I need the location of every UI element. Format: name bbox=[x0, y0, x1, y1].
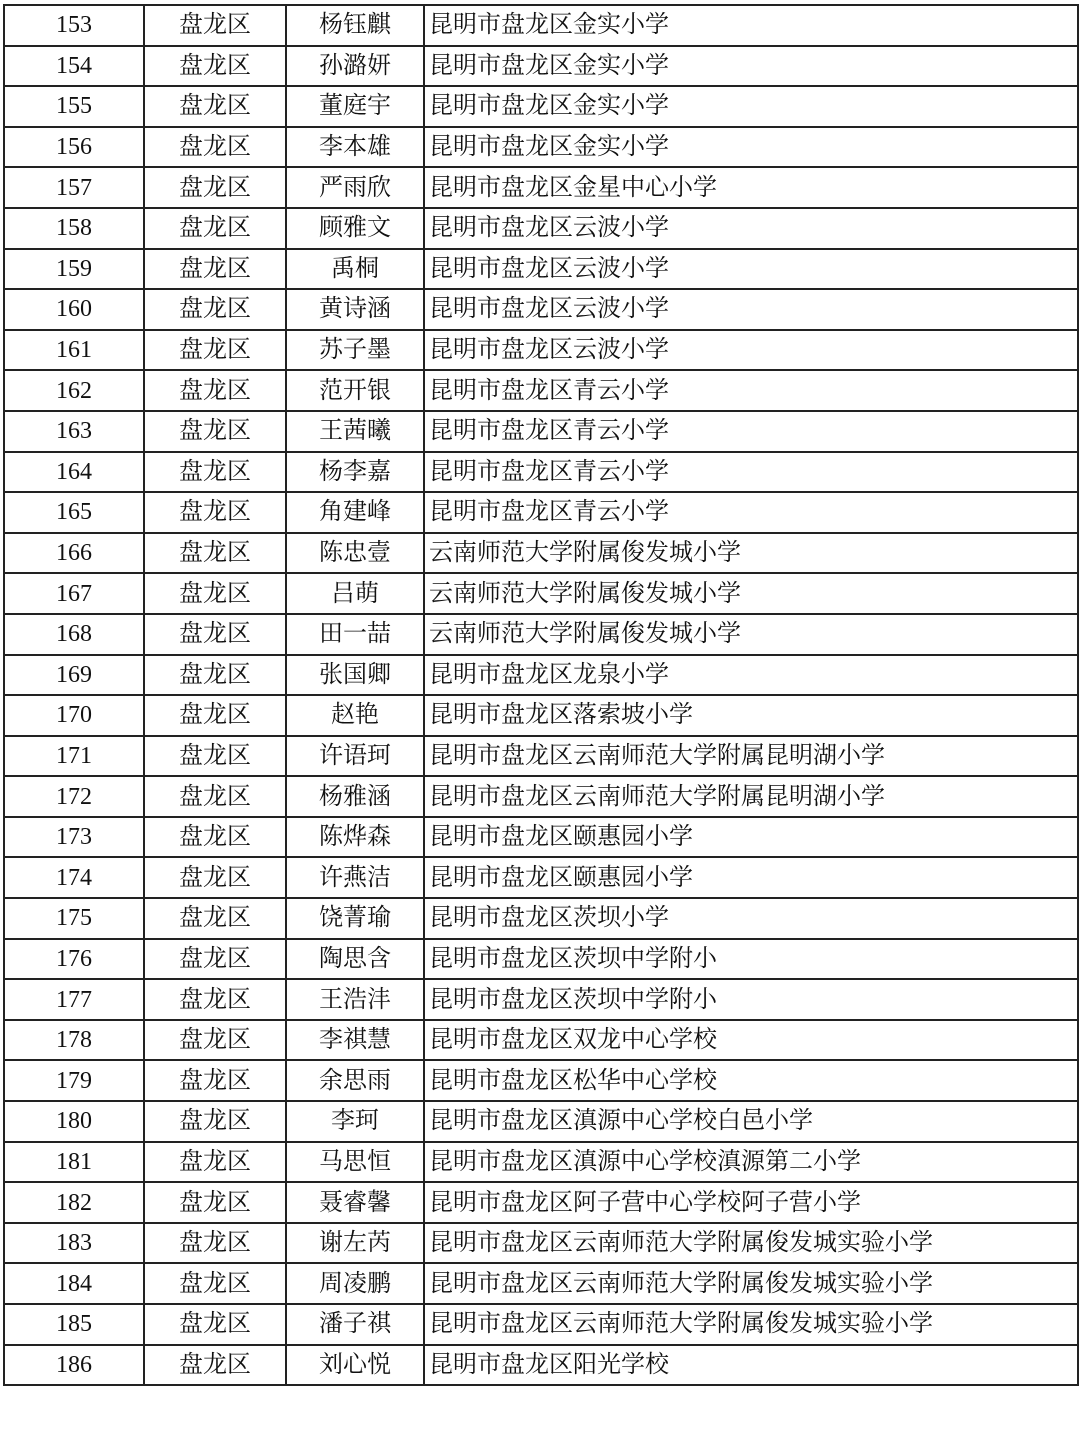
name-cell: 陈烨森 bbox=[286, 817, 424, 858]
district-cell: 盘龙区 bbox=[144, 1263, 286, 1304]
district-cell: 盘龙区 bbox=[144, 46, 286, 87]
school-cell: 昆明市盘龙区青云小学 bbox=[424, 452, 1078, 493]
table-row bbox=[4, 208, 1078, 249]
row-number: 180 bbox=[4, 1101, 144, 1142]
name-cell: 孙潞妍 bbox=[286, 46, 424, 87]
district-cell: 盘龙区 bbox=[144, 452, 286, 493]
school-cell: 昆明市盘龙区金实小学 bbox=[424, 86, 1078, 127]
table-row bbox=[4, 5, 1078, 46]
table-row bbox=[4, 655, 1078, 696]
row-number: 179 bbox=[4, 1060, 144, 1101]
table-row bbox=[4, 86, 1078, 127]
table-row bbox=[4, 736, 1078, 777]
row-number: 163 bbox=[4, 411, 144, 452]
school-cell: 昆明市盘龙区云南师范大学附属昆明湖小学 bbox=[424, 776, 1078, 817]
district-cell: 盘龙区 bbox=[144, 736, 286, 777]
name-cell: 王茜曦 bbox=[286, 411, 424, 452]
school-cell: 昆明市盘龙区青云小学 bbox=[424, 492, 1078, 533]
name-cell: 刘心悦 bbox=[286, 1345, 424, 1386]
table-row bbox=[4, 1060, 1078, 1101]
school-cell: 昆明市盘龙区云波小学 bbox=[424, 330, 1078, 371]
school-cell: 昆明市盘龙区云南师范大学附属俊发城实验小学 bbox=[424, 1263, 1078, 1304]
district-cell: 盘龙区 bbox=[144, 1142, 286, 1183]
row-number: 162 bbox=[4, 370, 144, 411]
table-row bbox=[4, 1020, 1078, 1061]
row-number: 170 bbox=[4, 695, 144, 736]
name-cell: 潘子祺 bbox=[286, 1304, 424, 1345]
school-cell: 昆明市盘龙区颐惠园小学 bbox=[424, 857, 1078, 898]
district-cell: 盘龙区 bbox=[144, 5, 286, 46]
school-cell: 昆明市盘龙区阿子营中心学校阿子营小学 bbox=[424, 1182, 1078, 1223]
name-cell: 严雨欣 bbox=[286, 167, 424, 208]
row-number: 154 bbox=[4, 46, 144, 87]
table-row bbox=[4, 695, 1078, 736]
table-row bbox=[4, 1345, 1078, 1386]
school-cell: 云南师范大学附属俊发城小学 bbox=[424, 573, 1078, 614]
school-cell: 昆明市盘龙区茨坝小学 bbox=[424, 898, 1078, 939]
table-row bbox=[4, 330, 1078, 371]
row-number: 173 bbox=[4, 817, 144, 858]
table-row bbox=[4, 127, 1078, 168]
table-row bbox=[4, 1142, 1078, 1183]
name-cell: 杨李嘉 bbox=[286, 452, 424, 493]
name-cell: 顾雅文 bbox=[286, 208, 424, 249]
school-cell: 昆明市盘龙区滇源中心学校白邑小学 bbox=[424, 1101, 1078, 1142]
table-body bbox=[4, 5, 1078, 1385]
table-row bbox=[4, 411, 1078, 452]
row-number: 164 bbox=[4, 452, 144, 493]
district-cell: 盘龙区 bbox=[144, 857, 286, 898]
district-cell: 盘龙区 bbox=[144, 167, 286, 208]
district-cell: 盘龙区 bbox=[144, 127, 286, 168]
table-row bbox=[4, 1223, 1078, 1264]
name-cell: 赵艳 bbox=[286, 695, 424, 736]
school-cell: 昆明市盘龙区云南师范大学附属俊发城实验小学 bbox=[424, 1304, 1078, 1345]
row-number: 182 bbox=[4, 1182, 144, 1223]
school-cell: 昆明市盘龙区金实小学 bbox=[424, 5, 1078, 46]
district-cell: 盘龙区 bbox=[144, 573, 286, 614]
row-number: 165 bbox=[4, 492, 144, 533]
school-cell: 昆明市盘龙区金实小学 bbox=[424, 46, 1078, 87]
table-row bbox=[4, 492, 1078, 533]
table-row bbox=[4, 1263, 1078, 1304]
school-cell: 昆明市盘龙区颐惠园小学 bbox=[424, 817, 1078, 858]
row-number: 158 bbox=[4, 208, 144, 249]
name-cell: 李珂 bbox=[286, 1101, 424, 1142]
table-row bbox=[4, 167, 1078, 208]
row-number: 169 bbox=[4, 655, 144, 696]
table-row bbox=[4, 452, 1078, 493]
district-cell: 盘龙区 bbox=[144, 1020, 286, 1061]
district-cell: 盘龙区 bbox=[144, 370, 286, 411]
district-cell: 盘龙区 bbox=[144, 695, 286, 736]
row-number: 167 bbox=[4, 573, 144, 614]
district-cell: 盘龙区 bbox=[144, 1182, 286, 1223]
table-row bbox=[4, 370, 1078, 411]
school-cell: 昆明市盘龙区云波小学 bbox=[424, 249, 1078, 290]
table-row bbox=[4, 776, 1078, 817]
district-cell: 盘龙区 bbox=[144, 492, 286, 533]
row-number: 186 bbox=[4, 1345, 144, 1386]
name-cell: 李本雄 bbox=[286, 127, 424, 168]
row-number: 166 bbox=[4, 533, 144, 574]
row-number: 181 bbox=[4, 1142, 144, 1183]
table-row bbox=[4, 46, 1078, 87]
name-cell: 苏子墨 bbox=[286, 330, 424, 371]
name-cell: 周凌鹏 bbox=[286, 1263, 424, 1304]
name-cell: 陈忠壹 bbox=[286, 533, 424, 574]
name-cell: 陶思含 bbox=[286, 939, 424, 980]
school-cell: 昆明市盘龙区落索坡小学 bbox=[424, 695, 1078, 736]
name-cell: 余思雨 bbox=[286, 1060, 424, 1101]
name-cell: 董庭宇 bbox=[286, 86, 424, 127]
name-cell: 杨钰麒 bbox=[286, 5, 424, 46]
school-cell: 昆明市盘龙区双龙中心学校 bbox=[424, 1020, 1078, 1061]
name-cell: 谢左芮 bbox=[286, 1223, 424, 1264]
table-row bbox=[4, 249, 1078, 290]
name-cell: 许燕洁 bbox=[286, 857, 424, 898]
name-cell: 李祺慧 bbox=[286, 1020, 424, 1061]
school-cell: 昆明市盘龙区松华中心学校 bbox=[424, 1060, 1078, 1101]
district-cell: 盘龙区 bbox=[144, 1060, 286, 1101]
school-cell: 昆明市盘龙区阳光学校 bbox=[424, 1345, 1078, 1386]
name-cell: 吕萌 bbox=[286, 573, 424, 614]
school-cell: 云南师范大学附属俊发城小学 bbox=[424, 533, 1078, 574]
name-cell: 黄诗涵 bbox=[286, 289, 424, 330]
row-number: 176 bbox=[4, 939, 144, 980]
district-cell: 盘龙区 bbox=[144, 1101, 286, 1142]
row-number: 156 bbox=[4, 127, 144, 168]
school-cell: 昆明市盘龙区茨坝中学附小 bbox=[424, 939, 1078, 980]
school-cell: 昆明市盘龙区云南师范大学附属昆明湖小学 bbox=[424, 736, 1078, 777]
table-row bbox=[4, 857, 1078, 898]
row-number: 160 bbox=[4, 289, 144, 330]
row-number: 161 bbox=[4, 330, 144, 371]
row-number: 168 bbox=[4, 614, 144, 655]
district-cell: 盘龙区 bbox=[144, 655, 286, 696]
name-cell: 饶菁瑜 bbox=[286, 898, 424, 939]
school-cell: 昆明市盘龙区青云小学 bbox=[424, 411, 1078, 452]
row-number: 185 bbox=[4, 1304, 144, 1345]
district-cell: 盘龙区 bbox=[144, 817, 286, 858]
district-cell: 盘龙区 bbox=[144, 1304, 286, 1345]
name-cell: 王浩沣 bbox=[286, 979, 424, 1020]
district-cell: 盘龙区 bbox=[144, 1345, 286, 1386]
row-number: 153 bbox=[4, 5, 144, 46]
table-row bbox=[4, 533, 1078, 574]
district-cell: 盘龙区 bbox=[144, 979, 286, 1020]
district-cell: 盘龙区 bbox=[144, 776, 286, 817]
name-cell: 禹桐 bbox=[286, 249, 424, 290]
district-cell: 盘龙区 bbox=[144, 249, 286, 290]
row-number: 155 bbox=[4, 86, 144, 127]
name-cell: 角建峰 bbox=[286, 492, 424, 533]
row-number: 171 bbox=[4, 736, 144, 777]
student-list-table bbox=[3, 4, 1079, 1386]
name-cell: 杨雅涵 bbox=[286, 776, 424, 817]
row-number: 174 bbox=[4, 857, 144, 898]
row-number: 159 bbox=[4, 249, 144, 290]
name-cell: 许语珂 bbox=[286, 736, 424, 777]
table-row bbox=[4, 289, 1078, 330]
table-row bbox=[4, 979, 1078, 1020]
school-cell: 昆明市盘龙区龙泉小学 bbox=[424, 655, 1078, 696]
row-number: 172 bbox=[4, 776, 144, 817]
row-number: 184 bbox=[4, 1263, 144, 1304]
table-row bbox=[4, 614, 1078, 655]
district-cell: 盘龙区 bbox=[144, 86, 286, 127]
district-cell: 盘龙区 bbox=[144, 289, 286, 330]
row-number: 157 bbox=[4, 167, 144, 208]
table-row bbox=[4, 939, 1078, 980]
row-number: 178 bbox=[4, 1020, 144, 1061]
school-cell: 昆明市盘龙区金星中心小学 bbox=[424, 167, 1078, 208]
school-cell: 昆明市盘龙区金实小学 bbox=[424, 127, 1078, 168]
table-row bbox=[4, 573, 1078, 614]
district-cell: 盘龙区 bbox=[144, 330, 286, 371]
row-number: 183 bbox=[4, 1223, 144, 1264]
table-row bbox=[4, 817, 1078, 858]
district-cell: 盘龙区 bbox=[144, 614, 286, 655]
name-cell: 田一喆 bbox=[286, 614, 424, 655]
district-cell: 盘龙区 bbox=[144, 411, 286, 452]
name-cell: 聂睿馨 bbox=[286, 1182, 424, 1223]
table-row bbox=[4, 1182, 1078, 1223]
row-number: 177 bbox=[4, 979, 144, 1020]
district-cell: 盘龙区 bbox=[144, 208, 286, 249]
name-cell: 范开银 bbox=[286, 370, 424, 411]
school-cell: 昆明市盘龙区青云小学 bbox=[424, 370, 1078, 411]
district-cell: 盘龙区 bbox=[144, 1223, 286, 1264]
table-row bbox=[4, 898, 1078, 939]
row-number: 175 bbox=[4, 898, 144, 939]
school-cell: 昆明市盘龙区云波小学 bbox=[424, 208, 1078, 249]
district-cell: 盘龙区 bbox=[144, 533, 286, 574]
school-cell: 昆明市盘龙区云波小学 bbox=[424, 289, 1078, 330]
district-cell: 盘龙区 bbox=[144, 939, 286, 980]
table-row bbox=[4, 1101, 1078, 1142]
school-cell: 昆明市盘龙区滇源中心学校滇源第二小学 bbox=[424, 1142, 1078, 1183]
district-cell: 盘龙区 bbox=[144, 898, 286, 939]
school-cell: 昆明市盘龙区茨坝中学附小 bbox=[424, 979, 1078, 1020]
name-cell: 马思恒 bbox=[286, 1142, 424, 1183]
school-cell: 云南师范大学附属俊发城小学 bbox=[424, 614, 1078, 655]
name-cell: 张国卿 bbox=[286, 655, 424, 696]
table-row bbox=[4, 1304, 1078, 1345]
school-cell: 昆明市盘龙区云南师范大学附属俊发城实验小学 bbox=[424, 1223, 1078, 1264]
